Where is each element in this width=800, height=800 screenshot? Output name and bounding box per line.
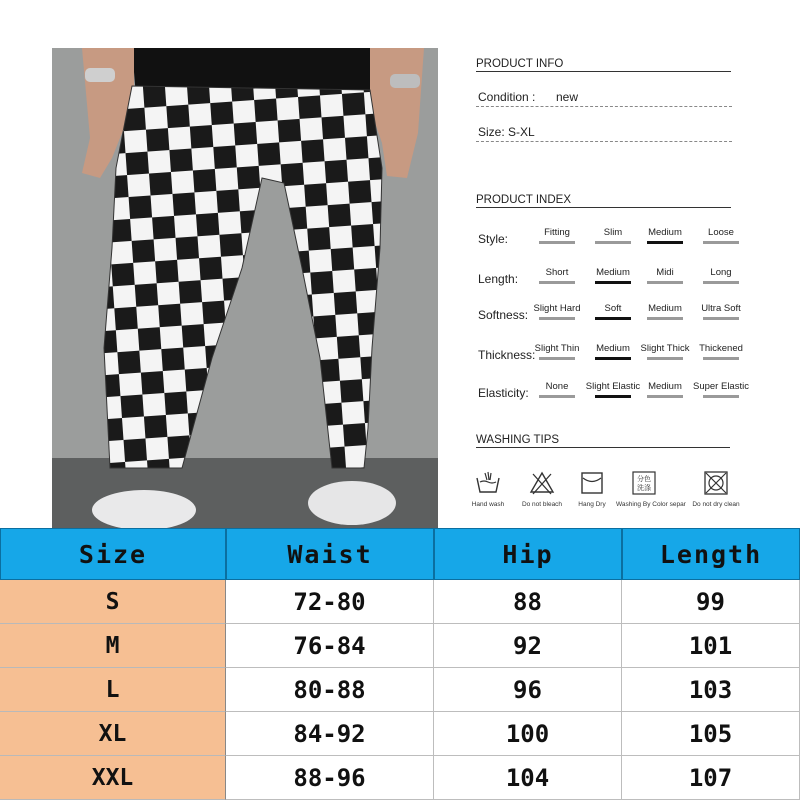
color-separate-icon <box>631 470 657 496</box>
no-bleach-icon <box>529 470 555 496</box>
index-bar <box>647 357 683 360</box>
index-bar <box>539 241 575 244</box>
size-value: S-XL <box>508 125 535 139</box>
index-option: Fitting <box>544 227 570 238</box>
product-index-title: PRODUCT INDEX <box>476 194 731 208</box>
index-selected-bar <box>595 395 631 398</box>
index-row-style <box>476 218 776 248</box>
washing-item-label: Hand wash <box>471 501 505 508</box>
table-cell: 92 <box>434 624 622 668</box>
index-option: Slight Thick <box>640 343 690 354</box>
index-row-label: Style: <box>478 232 509 246</box>
svg-text:洗涤: 洗涤 <box>637 484 651 492</box>
index-row-length <box>476 258 776 288</box>
condition-label: Condition : <box>478 90 536 104</box>
washing-item <box>688 470 744 508</box>
svg-text:分色: 分色 <box>637 475 651 483</box>
table-cell: 72-80 <box>226 580 434 624</box>
index-option: Medium <box>648 227 682 238</box>
table-cell: 84-92 <box>226 712 434 756</box>
index-bar <box>703 357 739 360</box>
index-bar <box>703 241 739 244</box>
table-cell: 103 <box>622 668 800 712</box>
table-size-cell: L <box>0 668 226 712</box>
washing-section <box>476 434 776 448</box>
product-photo <box>52 48 438 528</box>
index-selected-bar <box>595 357 631 360</box>
index-option: Medium <box>596 267 630 278</box>
condition-value: new <box>556 90 579 104</box>
washing-item-label: Do not bleach <box>521 501 563 508</box>
index-option: Slight Elastic <box>585 381 641 392</box>
index-option: Soft <box>604 303 622 314</box>
table-size-cell: M <box>0 624 226 668</box>
table-header-waist: Waist <box>226 528 434 580</box>
index-option: Midi <box>656 267 674 278</box>
index-row-thickness <box>476 334 776 364</box>
washing-item-label: Do not dry clean <box>692 501 740 508</box>
table-cell: 76-84 <box>226 624 434 668</box>
index-bar <box>539 281 575 284</box>
table-cell: 96 <box>434 668 622 712</box>
index-bar <box>703 395 739 398</box>
washing-item <box>460 470 516 508</box>
condition-row <box>476 80 732 107</box>
index-option: Long <box>710 267 732 278</box>
washing-icons <box>471 470 774 520</box>
washing-tips-title: WASHING TIPS <box>476 434 730 448</box>
index-row-label: Length: <box>478 272 519 286</box>
hand-wash-icon <box>475 470 501 496</box>
index-bar <box>703 281 739 284</box>
no-dry-clean-icon <box>703 470 729 496</box>
index-row-label: Elasticity: <box>478 386 529 400</box>
size-row <box>476 115 732 142</box>
size-label: Size: <box>478 125 505 139</box>
index-bar <box>647 281 683 284</box>
index-option: Loose <box>708 227 734 238</box>
index-bar <box>539 357 575 360</box>
washing-item <box>514 470 570 508</box>
table-cell: 100 <box>434 712 622 756</box>
index-bar <box>595 241 631 244</box>
index-selected-bar <box>595 317 631 320</box>
table-header-length: Length <box>622 528 800 580</box>
index-bar <box>539 395 575 398</box>
washing-item <box>616 470 686 508</box>
index-row-label: Softness: <box>478 308 529 322</box>
index-selected-bar <box>647 241 683 244</box>
index-row-softness <box>476 294 776 324</box>
index-option: Super Elastic <box>693 381 749 392</box>
index-option: None <box>545 381 569 392</box>
table-cell: 105 <box>622 712 800 756</box>
size-chart-table <box>0 528 800 800</box>
index-bar <box>647 395 683 398</box>
index-option: Slight Thin <box>534 343 580 354</box>
index-bar <box>647 317 683 320</box>
index-bar <box>539 317 575 320</box>
washing-item <box>564 470 620 508</box>
table-cell: 80-88 <box>226 668 434 712</box>
index-selected-bar <box>595 281 631 284</box>
index-bar <box>703 317 739 320</box>
index-option: Slim <box>603 227 623 238</box>
table-size-cell: XL <box>0 712 226 756</box>
table-header-size: Size <box>0 528 226 580</box>
table-header-hip: Hip <box>434 528 622 580</box>
table-cell: 101 <box>622 624 800 668</box>
index-option: Thickened <box>699 343 743 354</box>
table-cell: 88 <box>434 580 622 624</box>
table-cell: 107 <box>622 756 800 800</box>
washing-item-label: Hang Dry <box>578 501 606 508</box>
index-option: Medium <box>648 381 682 392</box>
product-info-panel <box>476 58 776 400</box>
hang-dry-icon <box>579 470 605 496</box>
table-size-cell: XXL <box>0 756 226 800</box>
table-size-cell: S <box>0 580 226 624</box>
product-info-title: PRODUCT INFO <box>476 58 731 72</box>
index-row-elasticity <box>476 372 776 402</box>
index-row-label: Thickness: <box>478 348 536 362</box>
washing-item-label: Washing By Color separ <box>616 501 686 508</box>
index-option: Medium <box>648 303 682 314</box>
index-option: Medium <box>596 343 630 354</box>
table-cell: 88-96 <box>226 756 434 800</box>
index-option: Slight Hard <box>533 303 581 314</box>
index-option: Ultra Soft <box>701 303 741 314</box>
checkered-pants-image <box>52 48 438 528</box>
index-option: Short <box>545 267 569 278</box>
table-cell: 104 <box>434 756 622 800</box>
table-cell: 99 <box>622 580 800 624</box>
